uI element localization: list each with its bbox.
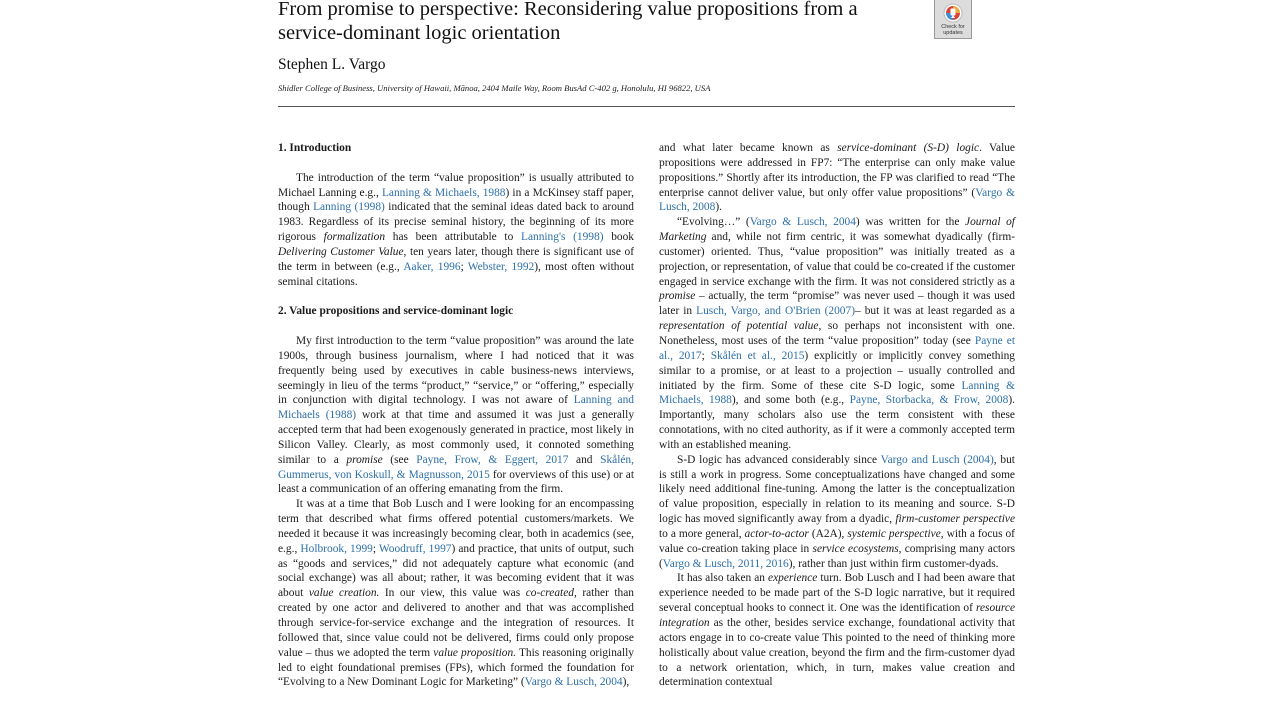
- article-title: From promise to perspective: Reconsidering value propositions from a service-dominant logic orientation: [278, 0, 858, 44]
- paragraph: S-D logic has advanced considerably since Vargo and Lusch (2004), but is still a work in progress. Some conceptualizations have changed and some likely need additional fine-tuning. Among the latter is the conceptualization of value proposition, especially in relation to its meaning and source. S-D logic has moved significantly away from a dyadic, firm-customer perspective to a more general, actor-to-actor (A2A), systemic perspective, with a focus of value co-creation taking place in service ecosystems, comprising many actors (Vargo & Lusch, 2011, 2016), rather than just within firm customer-dyads.: [659, 453, 1015, 570]
- author-affiliation: Shidler College of Business, University of Hawaii, Mānoa, 2404 Maile Way, Room BusAd C-402 g, Honolulu, HI 96822, USA: [278, 83, 711, 93]
- paragraph: It has also taken an experience turn. Bob Lusch and I had been aware that experience needed to be made part of the S-D logic narrative, but it required several conceptual hooks to connect it. One was the identification of resource integration as the other, besides service exchange, foundational activity that actors engage in to co-create value This pointed to the need of thinking more holistically about value creation, beyond the firm and the firm-customer dyad to a network orientation, which, in turn, makes value creation and determination contextual: [659, 572, 1015, 689]
- paragraph: The introduction of the term “value proposition” is usually attributed to Michael Lanning e.g., Lanning & Michaels, 1988) in a McKinsey staff paper, though Lanning (1998) indicated that the seminal ideas dated back to around 1983. Regardless of its precise seminal history, the beginning of its more rigorous formalization has been attributable to Lanning's (1998) book Delivering Customer Value, ten years later, though there is significant use of the term in between (e.g., Aaker, 1996; Webster, 1992), most often without seminal citations.: [278, 171, 635, 288]
- section-heading-introduction: 1. Introduction: [278, 142, 352, 154]
- citation-link[interactable]: Skålén, Gummerus, von Koskull, & Magnusson, 2015: [278, 453, 634, 481]
- citation-link[interactable]: Lanning & Michaels, 1988: [381, 186, 506, 199]
- paragraph: My first introduction to the term “value proposition” was around the late 1900s, through business journalism, where I had noticed that it was frequently being used by executives in cable business-news interviews, seemingly in lieu of the terms “product,” “service,” or “offering,” especially in conjunction with digital technology. I was not aware of Lanning and Michaels (1988) work at that time and assumed it was just a generally accepted term that had been exogenously generated in practice, most likely in Silicon Valley. Clearly, as most commonly used, it connoted something similar to a promise (see Payne, Frow, & Eggert, 2017 and Skålén, Gummerus, von Koskull, & Magnusson, 2015 for overviews of this use) or at least a communication of an offering emanating from the firm.: [278, 334, 635, 496]
- citation-link[interactable]: Aaker, 1996: [403, 260, 461, 273]
- article-page: [278, 0, 1015, 720]
- citation-link[interactable]: Woodruff, 1997: [378, 542, 452, 555]
- citation-link[interactable]: Vargo & Lusch, 2004: [749, 216, 856, 229]
- citation-link[interactable]: Vargo & Lusch, 2004: [524, 676, 623, 689]
- citation-link[interactable]: Webster, 1992: [467, 260, 535, 273]
- citation-link[interactable]: Lusch, Vargo, and O'Brien (2007): [696, 305, 855, 318]
- badge-label-line1: Check for: [941, 24, 965, 30]
- citation-link[interactable]: Vargo and Lusch (2004): [880, 453, 994, 466]
- citation-link[interactable]: Lanning & Michaels, 1988: [659, 379, 1016, 407]
- citation-link[interactable]: Lanning's (1998): [520, 231, 604, 244]
- check-for-updates-icon: [943, 3, 963, 23]
- check-for-updates-badge[interactable]: [934, 0, 972, 39]
- badge-label-line2: updates: [943, 30, 963, 36]
- left-column: [278, 141, 634, 690]
- citation-link[interactable]: Payne et al., 2017: [659, 334, 1016, 362]
- paragraph: “Evolving…” (Vargo & Lusch, 2004) was written for the Journal of Marketing and, while not firm centric, it was somewhat dyadically (firm-customer) oriented. Thus, “value proposition” was initially treated as a projection, or representation, of value that could be co-created if the customer engaged in service exchange with the firm. It was not considered strictly as a promise – actually, the term “promise” was never used – though it was used later in Lusch, Vargo, and O'Brien (2007)– but it was at least regarded as a representation of potential value, so perhaps not inconsistent with one. Nonetheless, most uses of the term “value proposition” today (see Payne et al., 2017; Skålén et al., 2015) explicitly or implicitly convey something similar to a promise, or at least to a projection – usually controlled and initiated by the firm. Some of these cite S-D logic, some Lanning & Michaels, 1988), and some both (e.g., Payne, Storbacka, & Frow, 2008). Importantly, many scholars also use the term consistent with these connotations, with no cited authority, as if it were a commonly accepted term with an established meaning.: [659, 216, 1016, 451]
- citation-link[interactable]: Payne, Storbacka, & Frow, 2008: [849, 394, 1009, 407]
- author-name: Stephen L. Vargo: [278, 56, 386, 73]
- paragraph: and what later became known as service-dominant (S-D) logic. Value propositions were addressed in FP7: “The enterprise can only make value propositions.” Shortly after its introduction, the FP was clarified to read “The enterprise cannot deliver value, but only offer value propositions” (Vargo & Lusch, 2008).: [659, 142, 1015, 214]
- section-heading-value-propositions: 2. Value propositions and service-dominant logic: [278, 305, 514, 318]
- citation-link[interactable]: Lanning (1998): [313, 201, 385, 214]
- citation-link[interactable]: Holbrook, 1999: [300, 542, 373, 555]
- citation-link[interactable]: Skålén et al., 2015: [710, 349, 805, 362]
- paragraph: It was at a time that Bob Lusch and I were looking for an encompassing term that described what firms offered potential customers/markets. We needed it because it was increasingly becoming clear, both in academics (see, e.g., Holbrook, 1999; Woodruff, 1997) and practice, that units of output, such as “goods and services,” did not adequately capture what economic (and social exchange) was all about; rather, it was becoming evident that it was about value creation. In our view, this value was co-created, rather than created by one actor and delivered to another and that was accomplished through service-for-service exchange and the integration of resources. It followed that, since value could not be delivered, firms could only propose value – thus we adopted the term value proposition. This reasoning originally led to eight foundational premises (FPs), which formed the foundation for “Evolving to a New Dominant Logic for Marketing” (Vargo & Lusch, 2004),: [278, 498, 634, 689]
- citation-link[interactable]: Lanning and Michaels (1988): [278, 394, 634, 422]
- citation-link[interactable]: Vargo & Lusch, 2011, 2016: [662, 557, 789, 570]
- citation-link[interactable]: Vargo & Lusch, 2008: [659, 186, 1015, 214]
- citation-link[interactable]: Payne, Frow, & Eggert, 2017: [416, 453, 569, 466]
- header-divider: [278, 106, 1015, 107]
- right-column: [659, 141, 1015, 690]
